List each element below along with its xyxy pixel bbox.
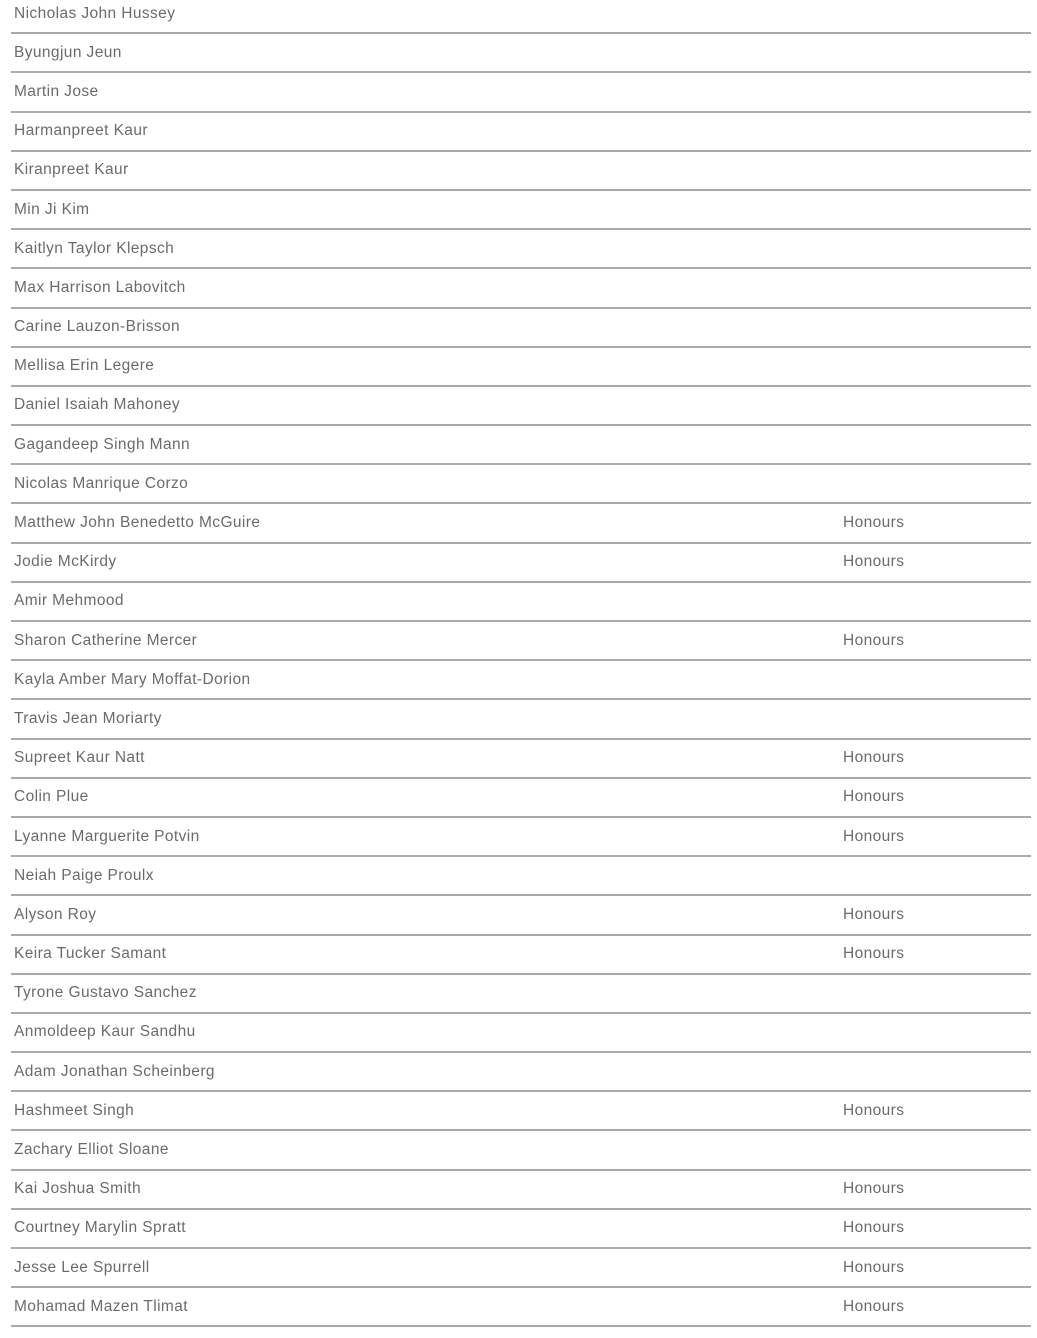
graduate-name: Adam Jonathan Scheinberg [14, 1062, 215, 1080]
graduate-name: Harmanpreet Kaur [14, 122, 148, 140]
honours-label: Honours [843, 1219, 905, 1237]
table-row [11, 191, 1031, 230]
honours-label: Honours [843, 1101, 905, 1119]
table-row [11, 309, 1031, 348]
graduate-name: Mellisa Erin Legere [14, 357, 155, 375]
honours-label: Honours [843, 827, 905, 845]
graduate-name: Kayla Amber Mary Moffat-Dorion [14, 670, 251, 688]
graduate-name: Jesse Lee Spurrell [14, 1258, 150, 1276]
graduate-name: Travis Jean Moriarty [14, 709, 162, 727]
table-row [11, 34, 1031, 73]
graduate-name: Courtney Marylin Spratt [14, 1219, 187, 1237]
graduate-name: Hashmeet Singh [14, 1101, 135, 1119]
honours-label: Honours [843, 1258, 905, 1276]
graduate-name: Lyanne Marguerite Potvin [14, 827, 200, 845]
graduate-name: Gagandeep Singh Mann [14, 435, 191, 453]
honours-label: Honours [843, 945, 905, 963]
graduate-list [11, 0, 1031, 1327]
table-row [11, 426, 1031, 465]
table-row [11, 465, 1031, 504]
graduate-name: Nicolas Manrique Corzo [14, 474, 189, 492]
graduate-name: Amir Mehmood [14, 592, 124, 610]
graduate-name: Sharon Catherine Mercer [14, 631, 198, 649]
graduate-name: Anmoldeep Kaur Sandhu [14, 1023, 196, 1041]
table-row [11, 661, 1031, 700]
table-row [11, 622, 1031, 661]
honours-label: Honours [843, 1180, 905, 1198]
honours-label: Honours [843, 553, 905, 571]
graduate-name: Supreet Kaur Natt [14, 749, 145, 767]
graduate-name: Min Ji Kim [14, 200, 90, 218]
table-row [11, 740, 1031, 779]
graduate-name: Zachary Elliot Sloane [14, 1141, 169, 1159]
table-row [11, 936, 1031, 975]
graduate-name: Byungjun Jeun [14, 43, 122, 61]
table-row [11, 113, 1031, 152]
table-row [11, 1171, 1031, 1210]
honours-label: Honours [843, 514, 905, 532]
graduate-name: Nicholas John Hussey [14, 4, 176, 22]
table-row [11, 1014, 1031, 1053]
graduate-name: Alyson Roy [14, 905, 97, 923]
graduate-name: Kaitlyn Taylor Klepsch [14, 239, 175, 257]
graduate-name: Jodie McKirdy [14, 553, 117, 571]
table-row [11, 583, 1031, 622]
table-row [11, 269, 1031, 308]
graduate-name: Kiranpreet Kaur [14, 161, 129, 179]
table-row [11, 1131, 1031, 1170]
table-row [11, 700, 1031, 739]
table-row [11, 1288, 1031, 1327]
honours-label: Honours [843, 788, 905, 806]
honours-label: Honours [843, 1297, 905, 1315]
graduate-name: Martin Jose [14, 82, 99, 100]
graduate-name: Daniel Isaiah Mahoney [14, 396, 181, 414]
graduate-name: Colin Plue [14, 788, 89, 806]
table-row [11, 1249, 1031, 1288]
table-row [11, 544, 1031, 583]
table-row [11, 975, 1031, 1014]
honours-label: Honours [843, 749, 905, 767]
honours-label: Honours [843, 905, 905, 923]
table-row [11, 387, 1031, 426]
table-row [11, 504, 1031, 543]
graduate-name: Max Harrison Labovitch [14, 278, 186, 296]
table-row [11, 0, 1031, 34]
graduate-name: Tyrone Gustavo Sanchez [14, 984, 197, 1002]
table-row [11, 896, 1031, 935]
honours-label: Honours [843, 631, 905, 649]
graduate-name: Matthew John Benedetto McGuire [14, 514, 261, 532]
table-row [11, 348, 1031, 387]
table-row [11, 152, 1031, 191]
graduate-name: Keira Tucker Samant [14, 945, 167, 963]
graduate-name: Kai Joshua Smith [14, 1180, 142, 1198]
table-row [11, 1053, 1031, 1092]
graduate-name: Carine Lauzon-Brisson [14, 318, 181, 336]
graduate-name: Neiah Paige Proulx [14, 866, 154, 884]
graduate-name: Mohamad Mazen Tlimat [14, 1297, 188, 1315]
table-row [11, 779, 1031, 818]
table-row [11, 1210, 1031, 1249]
table-row [11, 818, 1031, 857]
table-row [11, 1092, 1031, 1131]
table-row [11, 230, 1031, 269]
table-row [11, 73, 1031, 112]
table-row [11, 857, 1031, 896]
